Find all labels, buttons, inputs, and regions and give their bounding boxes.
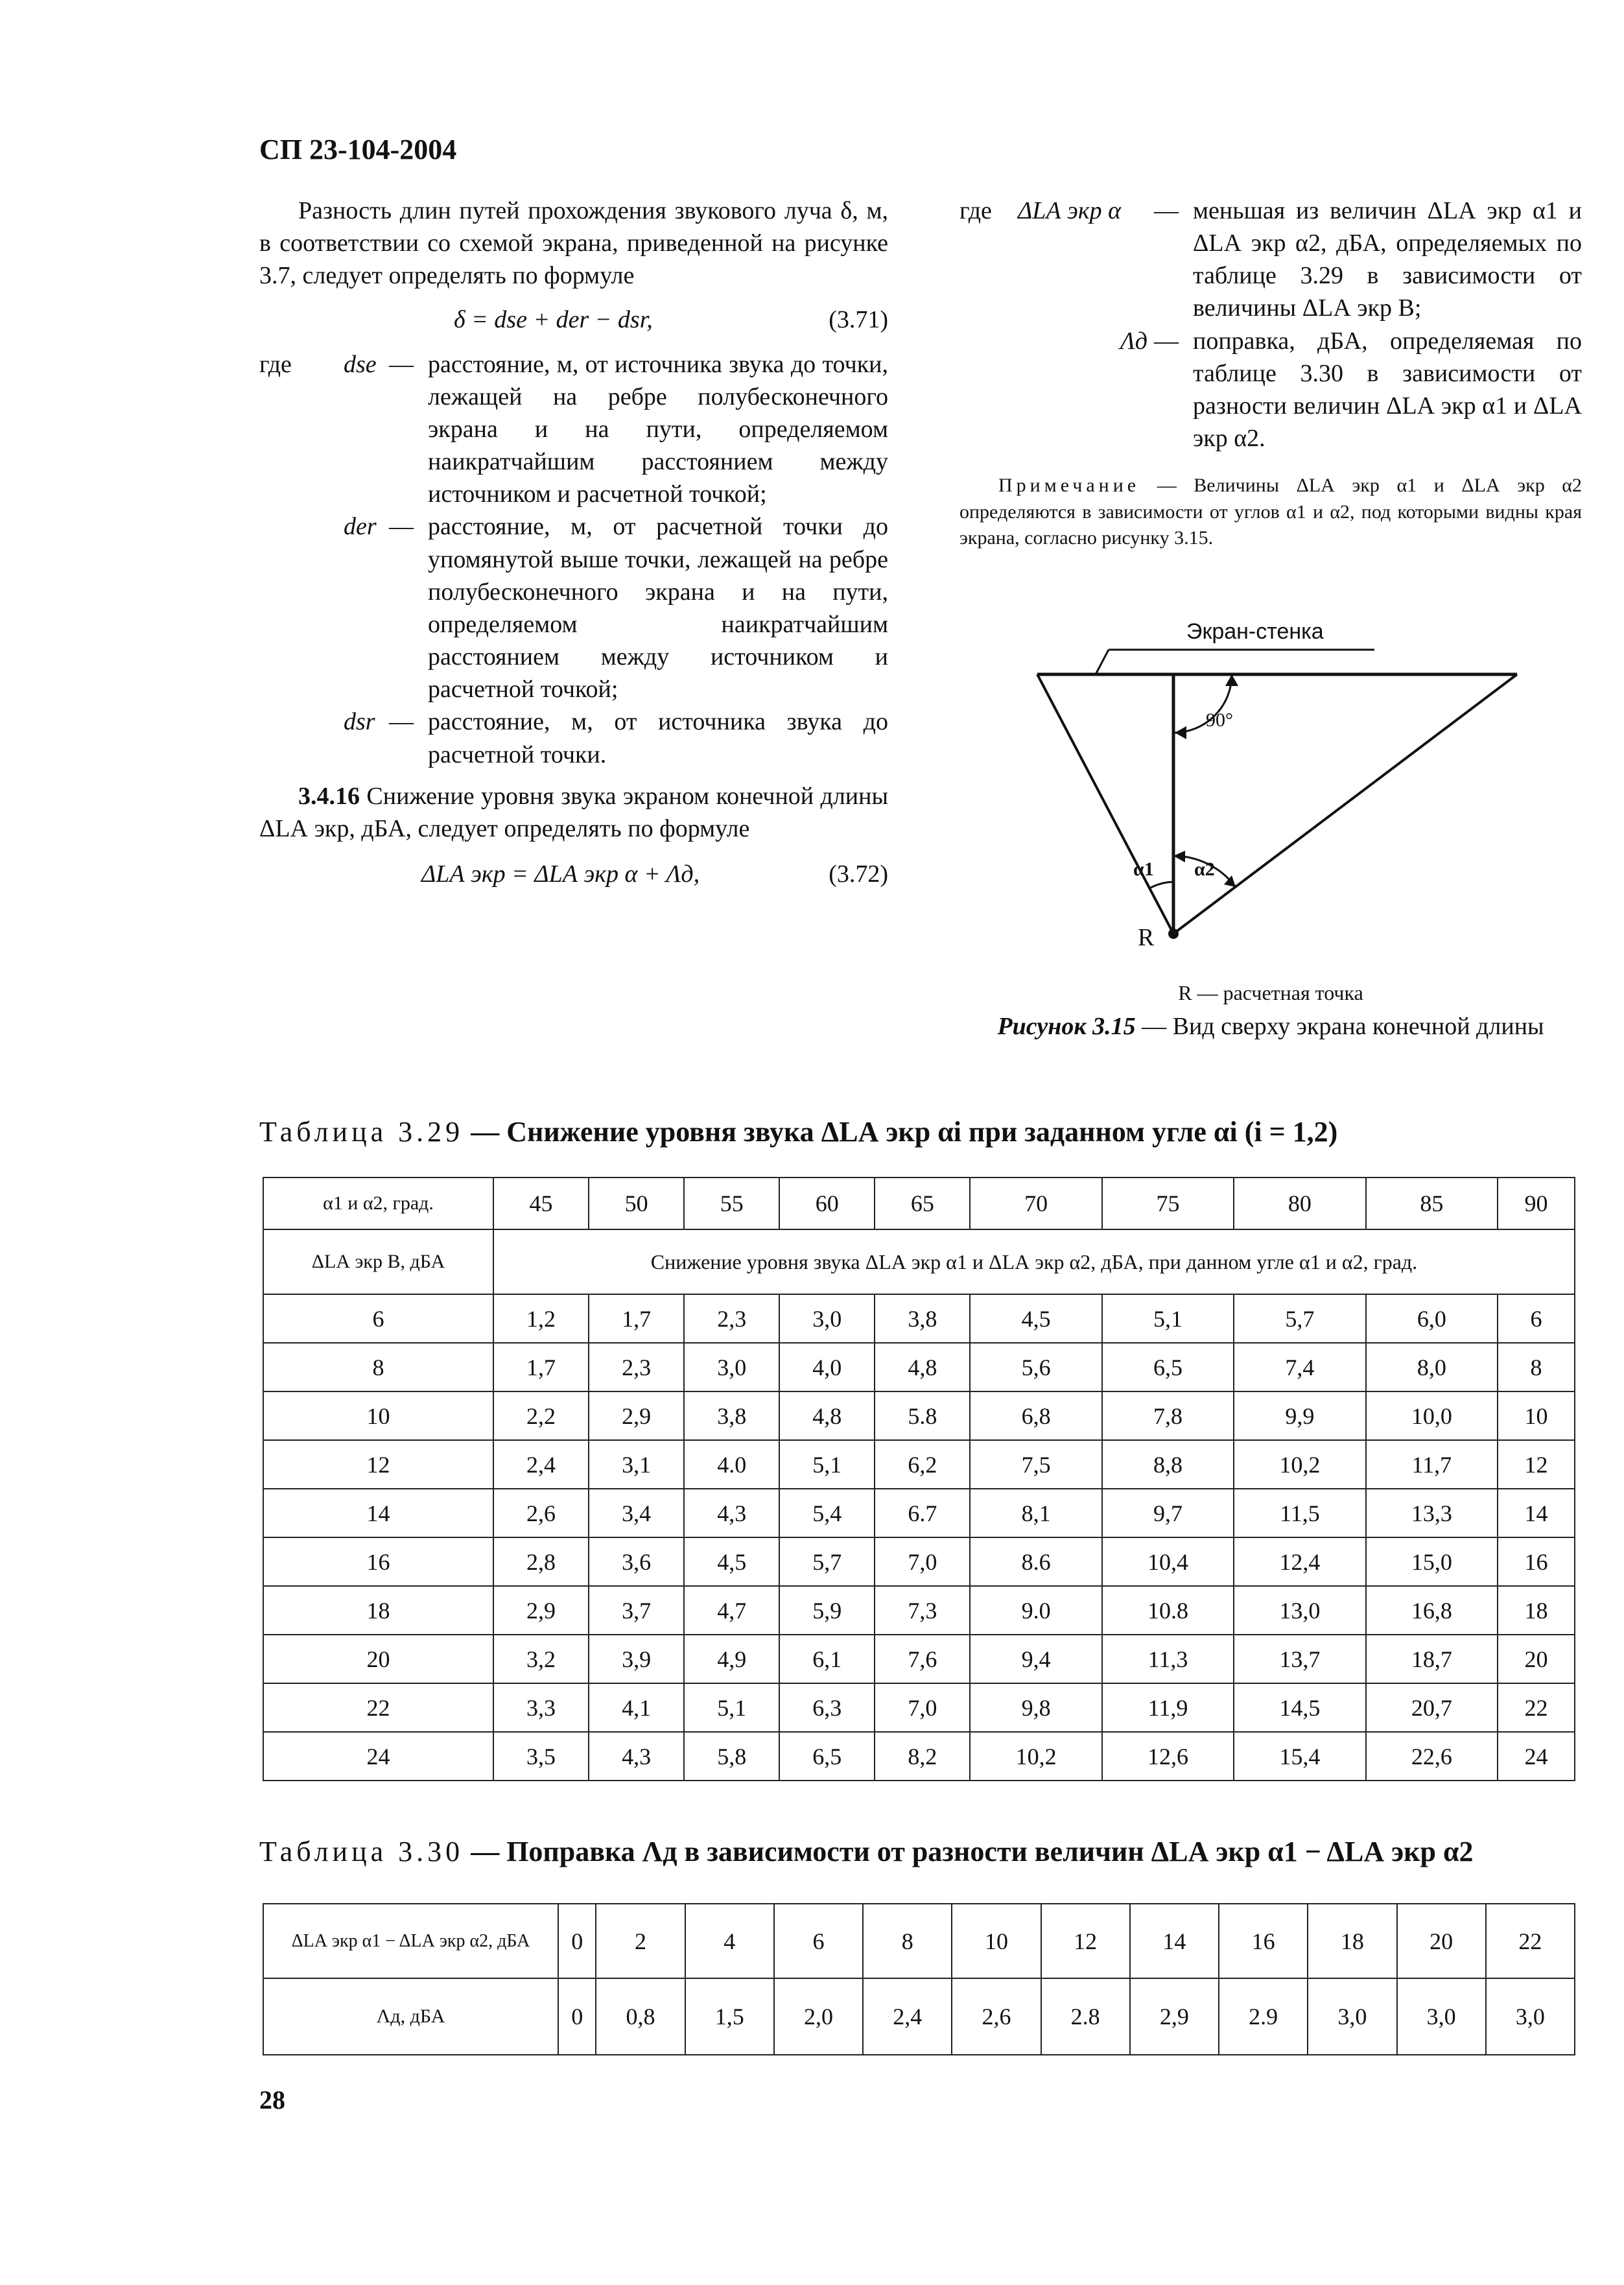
page-number: 28 [259,2085,285,2114]
value-cell: 3,6 [589,1537,684,1586]
table-label: Таблица 3.29 [259,1116,464,1148]
value-cell: 15,0 [1366,1537,1498,1586]
correction-cell: 3,0 [1308,1978,1396,2055]
value-cell: 2,2 [493,1391,589,1440]
correction-cell: 2,6 [952,1978,1041,2055]
value-cell: 10.8 [1102,1586,1234,1635]
angle-header-cell: 55 [684,1178,779,1229]
value-cell: 8 [1498,1343,1575,1391]
alpha2-label: α2 [1194,858,1215,880]
note-text: — Величины ΔLА экр α1 и ΔLА экр α2 определяются в зависимости от углов α1 и α2, под которыми видны края экрана, согласно рисунку 3.15. [959,475,1583,549]
definition-text: расстояние, м, от источника звука до точки, лежащей на ребре полубесконечного экрана и на пути, определяемом наикратчайшим расстоянием между источником и расчетной точкой; [428,350,888,508]
correction-cell: 2,4 [863,1978,952,2055]
value-cell: 10 [1498,1391,1575,1440]
value-cell: 18 [1498,1586,1575,1635]
value-cell: 9.0 [970,1586,1101,1635]
difference-cell: 2 [596,1904,685,1978]
row-key-cell: 24 [263,1732,493,1781]
value-cell: 2,4 [493,1440,589,1489]
angle-header-cell: 75 [1102,1178,1234,1229]
difference-cell: 4 [685,1904,774,1978]
correction-cell: 2.9 [1219,1978,1308,2055]
value-cell: 3,7 [589,1586,684,1635]
value-cell: 7,0 [875,1537,970,1586]
section-text: Снижение уровня звука экраном конечной длины ΔLА экр, дБА, следует определять по формуле [259,782,888,842]
value-cell: 11,5 [1234,1489,1365,1537]
angle-90-label: 90° [1206,709,1233,731]
angle-header-cell: 70 [970,1178,1101,1229]
difference-cell: 18 [1308,1904,1396,1978]
value-cell: 9,8 [970,1683,1101,1732]
value-cell: 2,8 [493,1537,589,1586]
value-cell: 20 [1498,1635,1575,1683]
table-row [263,1343,1575,1391]
alpha1-label: α1 [1133,858,1154,880]
value-cell: 2,6 [493,1489,589,1537]
where-word: где [959,197,992,224]
value-cell: 7,6 [875,1635,970,1683]
formula-number: (3.72) [829,860,888,888]
angle-header-cell: 80 [1234,1178,1365,1229]
corner-bottom-cell: ΔLА экр В, дБА [263,1229,493,1294]
table-3-30-title [259,1835,1588,1868]
value-cell: 2,3 [589,1343,684,1391]
table-row [263,1294,1575,1343]
value-cell: 4,1 [589,1683,684,1732]
table-3-29 [263,1177,1575,1781]
value-cell: 10,2 [970,1732,1101,1781]
definition-dash: — [1154,327,1179,355]
corner-top-cell: α1 и α2, град. [263,1178,493,1229]
table-row [263,1586,1575,1635]
value-cell: 2,9 [493,1586,589,1635]
value-cell: 3,9 [589,1635,684,1683]
definition-term: Λд [1120,327,1147,355]
definition-term: dsr [344,708,375,736]
value-cell: 6,2 [875,1440,970,1489]
left-column [259,195,888,890]
table-row [263,1391,1575,1440]
angle-header-cell: 85 [1366,1178,1498,1229]
value-cell: 5,1 [779,1440,875,1489]
value-cell: 6.7 [875,1489,970,1537]
value-cell: 9,7 [1102,1489,1234,1537]
value-cell: 7,3 [875,1586,970,1635]
section-number: 3.4.16 [298,782,360,810]
value-cell: 5,7 [1234,1294,1365,1343]
figure-caption [959,1010,1582,1043]
value-cell: 6,5 [1102,1343,1234,1391]
difference-cell: 16 [1219,1904,1308,1978]
value-cell: 6,5 [779,1732,875,1781]
value-cell: 2,9 [589,1391,684,1440]
table-row [263,1537,1575,1586]
value-cell: 9,9 [1234,1391,1365,1440]
figure-legend: R — расчетная точка [1178,981,1363,1004]
value-cell: 20,7 [1366,1683,1498,1732]
value-cell: 3,1 [589,1440,684,1489]
table-row [263,1732,1575,1781]
value-cell: 5,4 [779,1489,875,1537]
value-cell: 7,0 [875,1683,970,1732]
value-cell: 3,3 [493,1683,589,1732]
value-cell: 11,7 [1366,1440,1498,1489]
table-row [263,1635,1575,1683]
value-cell: 12 [1498,1440,1575,1489]
formula-expression: δ = dse + der − dsr, [454,306,653,334]
value-cell: 3,0 [684,1343,779,1391]
value-cell: 14,5 [1234,1683,1365,1732]
value-cell: 22,6 [1366,1732,1498,1781]
definition-text: меньшая из величин ΔLА экр α1 и ΔLА экр α2, дБА, определяемых по таблице 3.29 в зависимости от величины ΔLА экр В; [1193,197,1582,322]
value-cell: 6 [1498,1294,1575,1343]
angle-header-cell: 60 [779,1178,875,1229]
value-cell: 4,3 [684,1489,779,1537]
value-cell: 8,2 [875,1732,970,1781]
difference-cell: 6 [774,1904,863,1978]
value-cell: 11,3 [1102,1635,1234,1683]
formula-3-72 [421,858,888,890]
value-cell: 9,4 [970,1635,1101,1683]
right-definitions [959,195,1582,455]
value-cell: 8,1 [970,1489,1101,1537]
note-label: Примечание [998,475,1140,497]
value-cell: 3,8 [684,1391,779,1440]
difference-cell: 0 [558,1904,596,1978]
table-3-29-title [259,1115,1588,1148]
value-cell: 13,3 [1366,1489,1498,1537]
figure-3-15 [1011,610,1556,973]
value-cell: 11,9 [1102,1683,1234,1732]
value-cell: 1,7 [493,1343,589,1391]
correction-cell: 1,5 [685,1978,774,2055]
correction-cell: 3,0 [1397,1978,1486,2055]
correction-row [263,1978,1575,2055]
value-cell: 5,1 [1102,1294,1234,1343]
value-cell: 3,0 [779,1294,875,1343]
caption-text: — Вид сверху экрана конечной длины [1142,1013,1544,1040]
value-cell: 5.8 [875,1391,970,1440]
section-3-4-16 [259,780,888,845]
table-header-row [263,1178,1575,1229]
value-cell: 3,4 [589,1489,684,1537]
definition-dash: — [1154,197,1179,224]
value-cell: 2,3 [684,1294,779,1343]
value-cell: 8.6 [970,1537,1101,1586]
value-cell: 16,8 [1366,1586,1498,1635]
row-head-cell: Λд, дБА [263,1978,558,2055]
definition-term: dse [344,350,377,378]
difference-row [263,1904,1575,1978]
value-cell: 3,5 [493,1732,589,1781]
value-cell: 6,8 [970,1391,1101,1440]
angle-header-cell: 90 [1498,1178,1575,1229]
definition-dash: — [389,513,414,541]
angle-header-cell: 50 [589,1178,684,1229]
value-cell: 4,9 [684,1635,779,1683]
definitions-list [259,348,888,771]
calculation-point [1168,929,1179,939]
definition-term: der [344,513,377,541]
difference-cell: 22 [1486,1904,1575,1978]
correction-cell: 0 [558,1978,596,2055]
value-cell: 1,7 [589,1294,684,1343]
row-key-cell: 10 [263,1391,493,1440]
value-cell: 3,2 [493,1635,589,1683]
correction-cell: 2,0 [774,1978,863,2055]
definition-dash: — [389,350,414,378]
row-key-cell: 14 [263,1489,493,1537]
table-title-text: — Поправка Λд в зависимости от разности величин ΔLА экр α1 − ΔLА экр α2 [471,1836,1474,1867]
correction-cell: 0,8 [596,1978,685,2055]
value-cell: 22 [1498,1683,1575,1732]
row-key-cell: 12 [263,1440,493,1489]
value-cell: 8,8 [1102,1440,1234,1489]
row-key-cell: 8 [263,1343,493,1391]
value-cell: 4.0 [684,1440,779,1489]
label-leader [1096,650,1109,674]
value-cell: 4,8 [779,1391,875,1440]
value-cell: 12,6 [1102,1732,1234,1781]
table-title-text: — Снижение уровня звука ΔLА экр αi при заданном угле αi (i = 1,2) [471,1116,1338,1148]
value-cell: 10,4 [1102,1537,1234,1586]
value-cell: 14 [1498,1489,1575,1537]
value-cell: 13,0 [1234,1586,1365,1635]
document-code: СП 23-104-2004 [259,134,457,165]
angle-header-cell: 65 [875,1178,970,1229]
difference-cell: 14 [1130,1904,1219,1978]
value-cell: 6,3 [779,1683,875,1732]
value-cell: 5,6 [970,1343,1101,1391]
definition-text: расстояние, м, от расчетной точки до упомянутой выше точки, лежащей на ребре полубесконечного экрана и на пути, определяемом наикратчайшим расстоянием между источником и расчетной точкой; [428,513,888,704]
intro-paragraph: Разность длин путей прохождения звукового луча δ, м, в соответствии со схемой экрана, приведенной на рисунке 3.7, следует определять по формуле [259,197,888,290]
value-cell: 10,2 [1234,1440,1365,1489]
value-cell: 12,4 [1234,1537,1365,1586]
difference-cell: 8 [863,1904,952,1978]
point-r-label: R [1138,924,1155,951]
correction-cell: 2.8 [1041,1978,1130,2055]
value-cell: 24 [1498,1732,1575,1781]
value-cell: 4,0 [779,1343,875,1391]
value-cell: 7,8 [1102,1391,1234,1440]
row-key-cell: 6 [263,1294,493,1343]
value-cell: 5,9 [779,1586,875,1635]
table-3-30 [263,1903,1575,2055]
value-cell: 10,0 [1366,1391,1498,1440]
value-cell: 4,8 [875,1343,970,1391]
value-cell: 4,7 [684,1586,779,1635]
definition-text: поправка, дБА, определяемая по таблице 3.30 в зависимости от разности величин ΔLА экр α1 и ΔLА экр α2. [1193,327,1582,453]
span-header-cell: Снижение уровня звука ΔLА экр α1 и ΔLА экр α2, дБА, при данном угле α1 и α2, град. [493,1229,1575,1294]
right-column [959,195,1582,552]
table-row [263,1683,1575,1732]
value-cell: 13,7 [1234,1635,1365,1683]
value-cell: 7,5 [970,1440,1101,1489]
value-cell: 5,8 [684,1732,779,1781]
correction-cell: 2,9 [1130,1978,1219,2055]
value-cell: 6,1 [779,1635,875,1683]
alpha1-arc [1149,882,1173,888]
difference-cell: 12 [1041,1904,1130,1978]
value-cell: 5,1 [684,1683,779,1732]
row-key-cell: 16 [263,1537,493,1586]
value-cell: 5,7 [779,1537,875,1586]
value-cell: 18,7 [1366,1635,1498,1683]
table-row [263,1440,1575,1489]
screen-label: Экран-стенка [1186,619,1324,644]
table-row [263,1489,1575,1537]
table-subheader-row [263,1229,1575,1294]
note [959,473,1582,552]
correction-cell: 3,0 [1486,1978,1575,2055]
definition-term: ΔLА экр α [1018,197,1122,224]
definition-text: расстояние, м, от источника звука до расчетной точки. [428,708,888,768]
table-label: Таблица 3.30 [259,1836,464,1867]
value-cell: 4,5 [970,1294,1101,1343]
row-key-cell: 20 [263,1635,493,1683]
arc-arrow [1173,851,1185,862]
value-cell: 15,4 [1234,1732,1365,1781]
formula-expression: ΔLА экр = ΔLА экр α + Λд, [421,860,700,888]
difference-cell: 10 [952,1904,1041,1978]
left-edge-ray [1037,674,1173,934]
arc-arrow [1175,726,1186,739]
value-cell: 1,2 [493,1294,589,1343]
value-cell: 4,3 [589,1732,684,1781]
formula-number: (3.71) [829,306,888,334]
definition-dash: — [389,708,414,736]
difference-cell: 20 [1397,1904,1486,1978]
arc-arrow [1225,674,1238,686]
table-body [263,1294,1575,1781]
value-cell: 16 [1498,1537,1575,1586]
value-cell: 6,0 [1366,1294,1498,1343]
caption-label: Рисунок 3.15 [997,1013,1136,1040]
value-cell: 8,0 [1366,1343,1498,1391]
angle-header-cell: 45 [493,1178,589,1229]
value-cell: 7,4 [1234,1343,1365,1391]
row-key-cell: 18 [263,1586,493,1635]
value-cell: 3,8 [875,1294,970,1343]
formula-3-71 [454,303,888,336]
value-cell: 4,5 [684,1537,779,1586]
where-word: где [259,350,292,378]
row-key-cell: 22 [263,1683,493,1732]
row-head-cell: ΔLА экр α1 − ΔLА экр α2, дБА [263,1904,558,1978]
